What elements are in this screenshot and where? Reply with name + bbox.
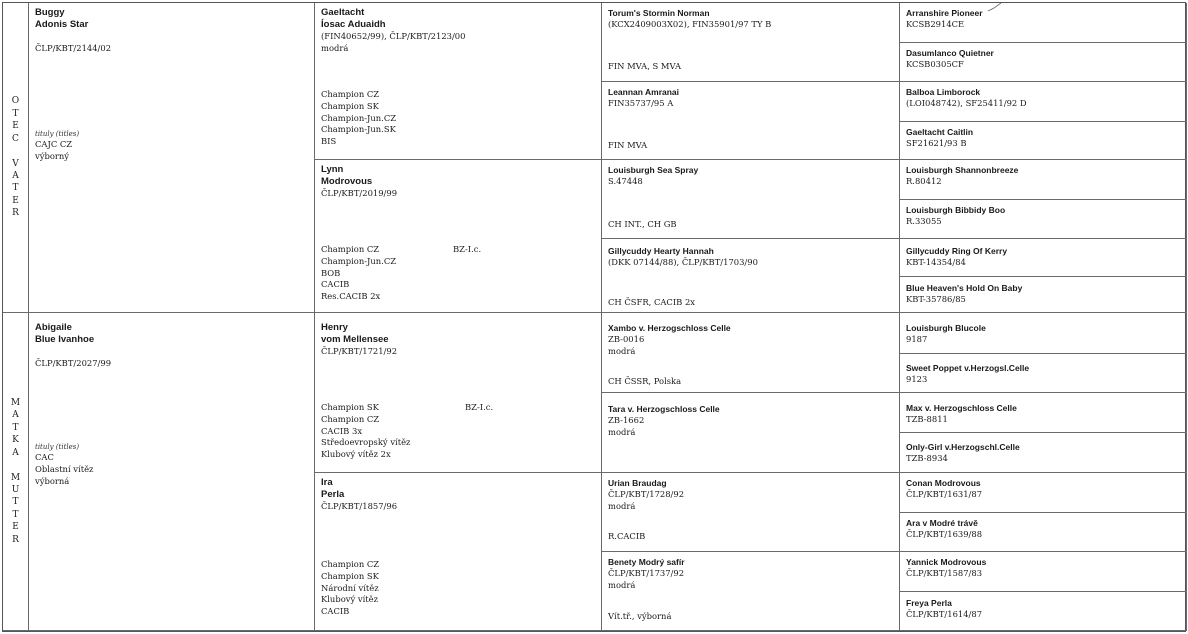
g4-reg: R.80412 — [906, 176, 942, 186]
ancestor-g4 — [900, 393, 1187, 433]
mother-name2: Blue Ivanhoe — [35, 334, 95, 345]
gp-mf-name2: vom Mellensee — [321, 334, 389, 345]
ancestor-g4 — [900, 354, 1187, 393]
ancestor-g3 — [602, 239, 900, 313]
g4-reg: SF21621/93 B — [906, 138, 967, 148]
g3-extra: modrá — [608, 345, 636, 356]
g3-titles: CH ČSFR, CACIB 2x — [608, 297, 696, 307]
g3-reg: (KCX2409003X02), FIN35901/97 TY B — [608, 19, 772, 29]
gp-ff-reg: (FIN40652/99), ČLP/KBT/2123/00 — [321, 31, 466, 41]
gp-fm-title: Res.CACIB 2x — [321, 291, 381, 302]
g4-reg: KBT-14354/84 — [906, 257, 966, 267]
father-name1: Buggy — [35, 7, 65, 18]
g4-reg: ČLP/KBT/1614/87 — [906, 609, 983, 619]
gp-fm-title: Champion-Jun.CZ — [321, 255, 397, 266]
gp-mf-name1: Henry — [321, 322, 348, 333]
g3-reg: ZB-0016 — [608, 334, 645, 344]
ancestor-g4 — [900, 513, 1187, 552]
gp-ff-title: BIS — [321, 136, 337, 147]
parent-father — [29, 3, 315, 313]
g3-name: Louisburgh Sea Spray — [608, 165, 699, 175]
ancestor-g4 — [900, 277, 1187, 313]
g4-name: Louisburgh Blucole — [906, 323, 986, 333]
g4-reg: KCSB2914CE — [906, 19, 965, 29]
gp-mf-bz: BZ-I.c. — [465, 402, 494, 412]
g4-reg: TZB-8934 — [906, 453, 948, 463]
g3-name: Torum's Stormin Norman — [608, 8, 710, 18]
sidebar-mother-label: M A T K A M U T T E R — [10, 398, 21, 545]
gp-ff-name1: Gaeltacht — [321, 7, 365, 18]
g4-reg: ČLP/KBT/1631/87 — [906, 489, 983, 499]
ancestor-g3 — [602, 313, 900, 393]
gp-mf-title: Klubový vítěz 2x — [321, 449, 391, 460]
ancestor-g3 — [602, 3, 900, 82]
grandparent-mf — [315, 313, 602, 473]
gp-mm-title: Champion SK — [321, 570, 379, 581]
g4-name: Only-Girl v.Herzogschl.Celle — [906, 442, 1020, 452]
g3-titles: CH INT., CH GB — [608, 219, 677, 229]
g4-name: Balboa Limborock — [906, 87, 981, 97]
gp-mm-title: Národní vítěz — [321, 582, 379, 593]
ancestor-g4 — [900, 122, 1187, 160]
g3-name: Tara v. Herzogschloss Celle — [608, 404, 720, 414]
gp-fm-name1: Lynn — [321, 164, 344, 175]
g3-titles: CH ČSSR, Polska — [608, 376, 682, 386]
g4-name: Yannick Modrovous — [906, 557, 987, 567]
grandparent-ff — [315, 3, 602, 160]
gp-mm-name2: Perla — [321, 489, 345, 500]
gp-mf-reg: ČLP/KBT/1721/92 — [321, 346, 398, 356]
g4-reg: R.33055 — [906, 216, 942, 226]
gp-ff-title: Champion-Jun.SK — [321, 124, 396, 135]
gp-ff-color: modrá — [321, 42, 349, 53]
ancestor-g4 — [900, 313, 1187, 354]
gp-fm-title: Champion CZ — [321, 244, 380, 254]
ancestor-g4 — [900, 160, 1187, 200]
g3-titles: Vít.tř., výborná — [608, 611, 672, 621]
pen-mark-icon — [987, 3, 1003, 13]
ancestor-g4 — [900, 239, 1187, 277]
g3-extra: modrá — [608, 426, 636, 437]
mother-title: Oblastní vítěz — [35, 463, 94, 474]
ancestor-g4 — [900, 473, 1187, 513]
g4-name: Sweet Poppet v.Herzogsl.Celle — [906, 363, 1030, 373]
gp-ff-name2: Íosac Aduaidh — [321, 19, 386, 30]
g4-name: Gaeltacht Caitlin — [906, 127, 974, 137]
sidebar-father — [3, 3, 29, 313]
ancestor-g4 — [900, 82, 1187, 122]
ancestor-g4 — [900, 43, 1187, 82]
g4-name: Louisburgh Shannonbreeze — [906, 165, 1019, 175]
gp-fm-title: BOB — [321, 267, 341, 278]
father-title: výborný — [35, 150, 69, 161]
gp-mm-title: CACIB — [321, 606, 350, 617]
ancestor-g4 — [900, 433, 1187, 473]
g4-reg: KCSB0305CF — [906, 59, 964, 69]
ancestor-g3 — [602, 160, 900, 239]
gp-fm-name2: Modrovous — [321, 176, 373, 187]
g3-reg: (DKK 07144/88), ČLP/KBT/1703/90 — [608, 257, 758, 267]
gp-mf-title: CACIB 3x — [321, 425, 363, 436]
sidebar-father-label: O T E C V A T E R — [11, 96, 20, 219]
g3-name: Leannan Amranai — [608, 87, 680, 97]
grandparent-mm — [315, 473, 602, 631]
mother-title: výborná — [35, 475, 70, 486]
ancestor-g3 — [602, 473, 900, 552]
g3-titles: R.CACIB — [608, 531, 646, 541]
g3-extra: modrá — [608, 579, 636, 590]
g4-reg: 9123 — [906, 374, 928, 384]
grandparent-fm — [315, 160, 602, 313]
g3-reg: ČLP/KBT/1737/92 — [608, 568, 685, 578]
g3-name: Urian Braudag — [608, 478, 667, 488]
ancestor-g4 — [900, 592, 1187, 631]
pedigree-sheet — [2, 2, 1186, 632]
mother-titles-label: tituly (titles) — [35, 443, 80, 451]
g4-name: Arranshire Pioneer — [906, 8, 983, 18]
g4-reg: (LOI048742), SF25411/92 D — [906, 98, 1027, 108]
father-titles-label: tituly (titles) — [35, 130, 80, 138]
g4-reg: ČLP/KBT/1639/88 — [906, 529, 983, 539]
father-title: CAJC CZ — [35, 139, 73, 149]
g3-name: Gillycuddy Hearty Hannah — [608, 246, 714, 256]
gp-mf-title: Champion CZ — [321, 413, 380, 424]
gp-fm-bz: BZ-I.c. — [453, 244, 482, 254]
sidebar-mother — [3, 313, 29, 631]
gp-mm-name1: Ira — [321, 477, 333, 488]
g4-name: Ara v Modré trávě — [906, 518, 978, 528]
gp-ff-title: Champion-Jun.CZ — [321, 112, 397, 123]
gp-mm-title: Champion CZ — [321, 559, 380, 569]
ancestor-g4 — [900, 552, 1187, 592]
g4-reg: TZB-8811 — [906, 414, 948, 424]
gp-mf-title: Středoevropský vítěz — [321, 437, 411, 448]
g4-name: Dasumlanco Quietner — [906, 48, 994, 58]
father-reg: ČLP/KBT/2144/02 — [35, 43, 112, 53]
g4-reg: 9187 — [906, 334, 928, 344]
g3-extra: modrá — [608, 500, 636, 511]
g3-reg: ZB-1662 — [608, 415, 645, 425]
gp-mm-reg: ČLP/KBT/1857/96 — [321, 501, 398, 511]
g4-name: Freya Perla — [906, 598, 952, 608]
ancestor-g3 — [602, 552, 900, 631]
g3-name: Benety Modrý safír — [608, 557, 685, 567]
gp-mm-title: Klubový vítěz — [321, 594, 379, 605]
g4-name: Max v. Herzogschloss Celle — [906, 403, 1017, 413]
mother-reg: ČLP/KBT/2027/99 — [35, 358, 112, 368]
g4-name: Louisburgh Bibbidy Boo — [906, 205, 1006, 215]
g4-reg: KBT-35786/85 — [906, 294, 966, 304]
parent-mother — [29, 313, 315, 631]
ancestor-g4 — [900, 200, 1187, 239]
g3-reg: S.47448 — [608, 176, 643, 186]
gp-ff-title: Champion CZ — [321, 89, 380, 99]
gp-mf-title: Champion SK — [321, 402, 379, 412]
gp-ff-title: Champion SK — [321, 100, 379, 111]
father-name2: Adonis Star — [35, 19, 89, 30]
g3-reg: ČLP/KBT/1728/92 — [608, 489, 685, 499]
mother-title: CAC — [35, 452, 54, 462]
ancestor-g4 — [900, 3, 1187, 43]
g3-reg: FIN35737/95 A — [608, 98, 674, 108]
mother-name1: Abigaile — [35, 322, 72, 333]
ancestor-g3 — [602, 393, 900, 473]
g3-titles: FIN MVA — [608, 140, 648, 150]
gp-fm-reg: ČLP/KBT/2019/99 — [321, 188, 398, 198]
g4-name: Blue Heaven's Hold On Baby — [906, 283, 1023, 293]
ancestor-g3 — [602, 82, 900, 160]
g4-name: Gillycuddy Ring Of Kerry — [906, 246, 1008, 256]
g4-name: Conan Modrovous — [906, 478, 981, 488]
g4-reg: ČLP/KBT/1587/83 — [906, 568, 983, 578]
g3-name: Xambo v. Herzogschloss Celle — [608, 323, 731, 333]
gp-fm-title: CACIB — [321, 279, 350, 290]
g3-titles: FIN MVA, S MVA — [608, 61, 682, 71]
